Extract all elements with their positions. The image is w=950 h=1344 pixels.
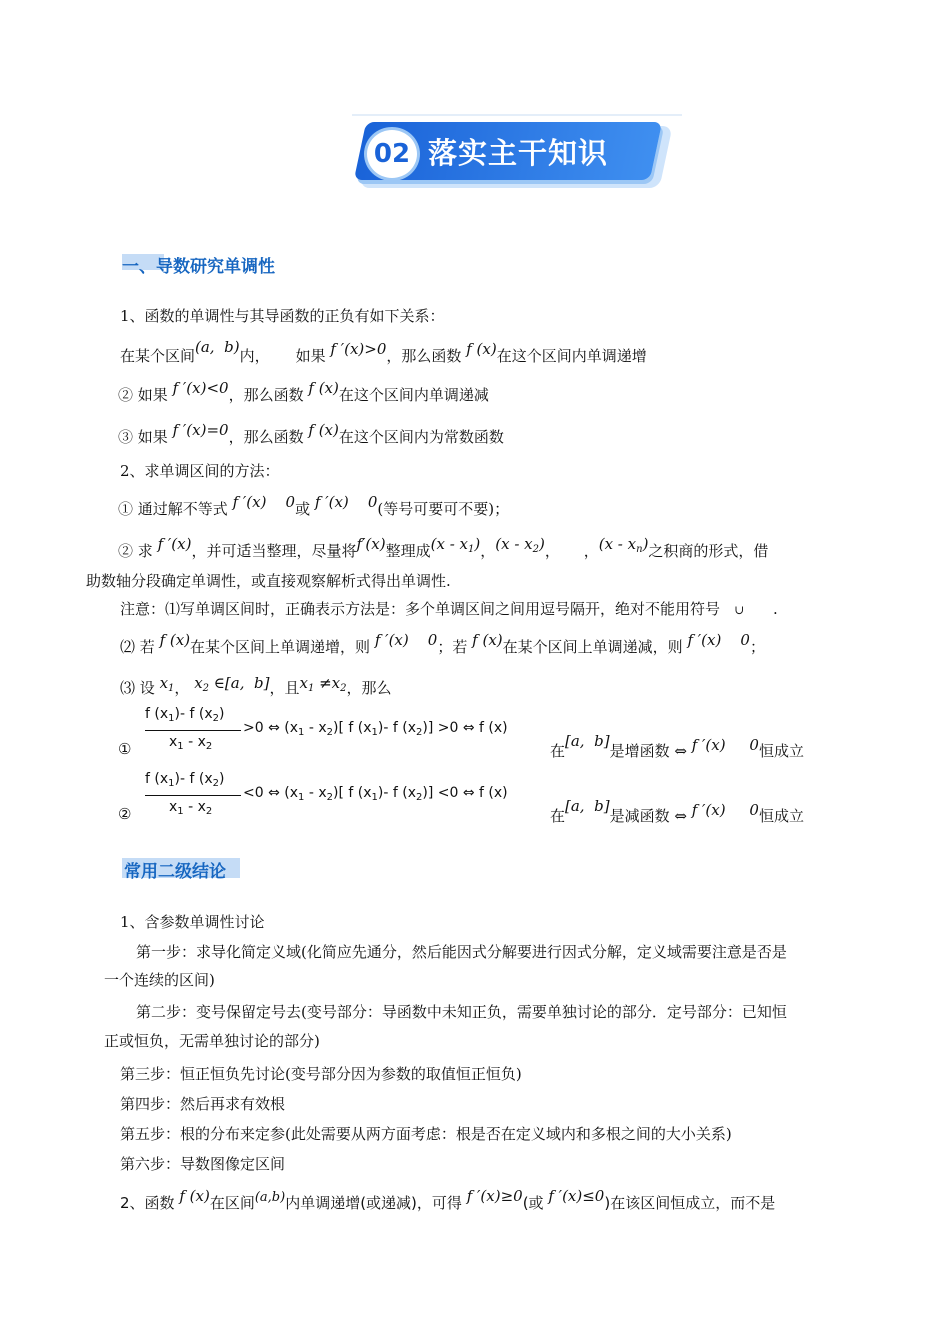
step-three: 第三步：恒正恒负先讨论(变号部分因为参数的取值恒正恒负) — [120, 1065, 522, 1083]
p3-title: 1、含参数单调性讨论 — [120, 913, 265, 931]
step-five: 第五步：根的分布来定参(此处需要从两方面考虑：根是否在定义域内和多根之间的大小关系) — [120, 1125, 732, 1143]
note-two: ⑵ 若 f (x)在某个区间上单调递增，则 f ′(x) 0；若 f (x)在某个区间上单调递减，则 f ′(x) 0； — [120, 631, 765, 656]
note-one: 注意：⑴写单调区间时，正确表示方法是：多个单调区间之间用逗号隔开，绝对不能用符号 ∪ . — [120, 600, 778, 618]
step-two: 第二步：变号保留定号去(变号部分：导函数中未知正负，需要单独讨论的部分．定号部分：已知恒 — [136, 1003, 787, 1021]
section-heading-conclusions: 常用二级结论 — [124, 862, 226, 882]
increasing-tail: 在[a, b]是增函数 ⇔ f ′(x) 0恒成立 — [550, 732, 804, 760]
case-two-label: ② — [118, 805, 132, 823]
decreasing-tail: 在[a, b]是减函数 ⇔ f ′(x) 0恒成立 — [550, 797, 804, 825]
method-two: ② 求 f ′(x)，并可适当整理，尽量将f′(x)整理成$(x - x_1)$，$(x - x_2)$， ，$(x - x_n)$之积商的形式，借 — [118, 535, 769, 560]
para-method-title: 2、求单调区间的方法： — [120, 462, 280, 480]
step-two-cont: 正或恒负，无需单独讨论的部分) — [104, 1032, 320, 1050]
line-constant: ③ 如果 f ′(x)=0，那么函数 f (x)在这个区间内为常数函数 — [118, 421, 504, 446]
step-six: 第六步：导数图像定区间 — [120, 1155, 286, 1173]
line-decreasing: ② 如果 f ′(x)<0，那么函数 f (x)在这个区间内单调递减 — [118, 379, 489, 404]
step-one: 第一步：求导化简定义域(化简应先通分，然后能因式分解要进行因式分解，定义域需要注意是否是 — [136, 943, 787, 961]
banner-title: 落实主干知识 — [428, 136, 609, 170]
line-increasing: 在某个区间(a, b)内， 如果 f ′(x)>0，那么函数 f (x)在这个区间内单调递增 — [120, 338, 647, 365]
banner-number: 02 — [364, 127, 420, 181]
p4-line: 2、函数 f (x)在区间(a,b)内单调递增(或递减)，可得 f ′(x)≥0(或 f ′(x)≤0)在该区间恒成立，而不是 — [120, 1187, 776, 1212]
banner-top-line — [352, 114, 682, 116]
section-heading-monotonicity: 一、导数研究单调性 — [122, 257, 275, 277]
step-four: 第四步：然后再求有效根 — [120, 1095, 286, 1113]
note-three: ⑶ 设 $x_1$， $x_2$ ∈[a, b]，且$x_1 \ne x_2$，那么 — [120, 674, 392, 697]
step-one-cont: 一个连续的区间) — [104, 971, 215, 989]
case-one-label: ① — [118, 740, 132, 758]
method-one: ① 通过解不等式 f ′(x) 0或 f ′(x) 0(等号可要可不要)； — [118, 493, 510, 518]
section-banner — [356, 118, 668, 196]
method-two-cont: 助数轴分段确定单调性，或直接观察解析式得出单调性. — [86, 572, 451, 590]
para-intro: 1、函数的单调性与其导函数的正负有如下关系： — [120, 307, 445, 325]
